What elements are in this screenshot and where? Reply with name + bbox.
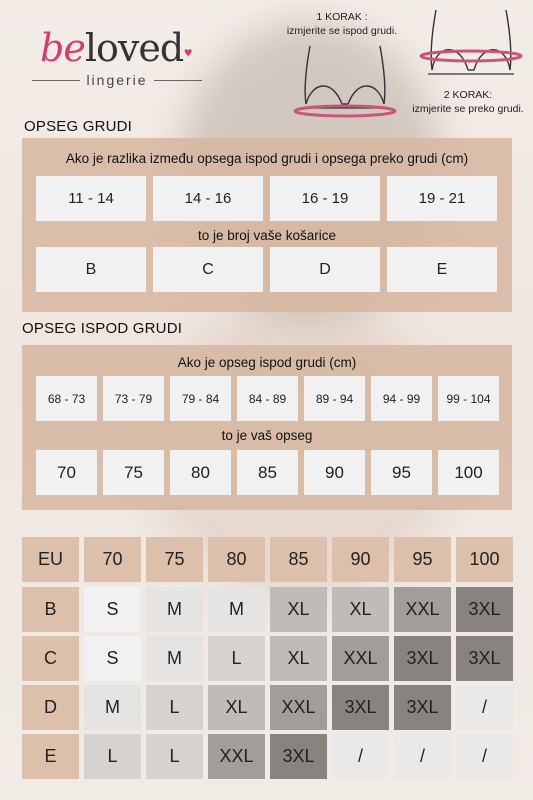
band-size-box: 85 <box>237 450 298 495</box>
underbust-range-box: 89 - 94 <box>304 376 365 421</box>
table-size-cell: XL <box>332 587 389 632</box>
underbust-range-box: 94 - 99 <box>371 376 432 421</box>
table-header-cell: 85 <box>270 537 327 582</box>
cup-caption: to je broj vaše košarice <box>197 228 337 243</box>
logo-wordmark: beloved <box>40 26 184 70</box>
table-size-cell: M <box>84 685 141 730</box>
table-header-cell: 80 <box>208 537 265 582</box>
table-size-cell: / <box>456 685 513 730</box>
underbust-range-box: 68 - 73 <box>36 376 97 421</box>
table-size-cell: / <box>456 734 513 779</box>
table-size-cell: XXL <box>208 734 265 779</box>
underbust-panel <box>22 345 512 510</box>
brand-logo <box>32 26 202 88</box>
band-size-box: 75 <box>103 450 164 495</box>
band-size-box: 70 <box>36 450 97 495</box>
table-size-cell: / <box>332 734 389 779</box>
table-size-cell: M <box>208 587 265 632</box>
underbust-range-box: 73 - 79 <box>103 376 164 421</box>
table-row-cup-cell: C <box>22 636 79 681</box>
heart-icon: ♥ <box>184 44 193 60</box>
table-size-cell: 3XL <box>394 636 451 681</box>
table-header-cell: 95 <box>394 537 451 582</box>
logo-subtitle: lingerie <box>32 72 202 88</box>
table-header-cell: 70 <box>84 537 141 582</box>
table-size-cell: XL <box>270 587 327 632</box>
cup-box: B <box>36 247 146 292</box>
bust-range-box: 14 - 16 <box>153 176 263 221</box>
band-size-box: 100 <box>438 450 499 495</box>
cup-box: C <box>153 247 263 292</box>
table-size-cell: 3XL <box>456 636 513 681</box>
table-size-cell: L <box>146 734 203 779</box>
table-size-cell: XL <box>270 636 327 681</box>
table-row-cup-cell: D <box>22 685 79 730</box>
table-size-cell: S <box>84 587 141 632</box>
underbust-caption: Ako je opseg ispod grudi (cm) <box>177 355 357 370</box>
bra-overbust-illustration <box>418 4 528 86</box>
table-size-cell: L <box>146 685 203 730</box>
table-header-cell: EU <box>22 537 79 582</box>
table-header-cell: 90 <box>332 537 389 582</box>
table-size-cell: 3XL <box>394 685 451 730</box>
table-size-cell: XL <box>208 685 265 730</box>
underbust-range-box: 79 - 84 <box>170 376 231 421</box>
table-size-cell: XXL <box>270 685 327 730</box>
table-row-cup-cell: B <box>22 587 79 632</box>
table-size-cell: M <box>146 636 203 681</box>
band-size-box: 95 <box>371 450 432 495</box>
cup-box: E <box>387 247 497 292</box>
table-header-cell: 100 <box>456 537 513 582</box>
table-size-cell: / <box>394 734 451 779</box>
underbust-heading: OPSEG ISPOD GRUDI <box>22 320 183 337</box>
underbust-range-box: 99 - 104 <box>438 376 499 421</box>
step2-label: 2 KORAK: izmjerite se preko grudi. <box>412 89 524 115</box>
table-size-cell: 3XL <box>456 587 513 632</box>
bust-heading: OPSEG GRUDI <box>24 118 133 135</box>
table-size-cell: L <box>84 734 141 779</box>
bust-panel <box>22 138 512 312</box>
table-size-cell: 3XL <box>332 685 389 730</box>
bra-underbust-illustration <box>292 38 402 120</box>
table-size-cell: S <box>84 636 141 681</box>
cup-box: D <box>270 247 380 292</box>
table-size-cell: XXL <box>394 587 451 632</box>
table-size-cell: M <box>146 587 203 632</box>
table-row-cup-cell: E <box>22 734 79 779</box>
underbust-range-box: 84 - 89 <box>237 376 298 421</box>
bust-range-box: 16 - 19 <box>270 176 380 221</box>
table-header-cell: 75 <box>146 537 203 582</box>
table-size-cell: XXL <box>332 636 389 681</box>
table-size-cell: 3XL <box>270 734 327 779</box>
bust-caption: Ako je razlika između opsega ispod grudi i opsega preko grudi (cm) <box>65 151 469 166</box>
band-size-box: 80 <box>170 450 231 495</box>
band-size-box: 90 <box>304 450 365 495</box>
table-size-cell: L <box>208 636 265 681</box>
bust-range-box: 11 - 14 <box>36 176 146 221</box>
band-caption: to je vaš opseg <box>221 428 313 443</box>
bust-range-box: 19 - 21 <box>387 176 497 221</box>
step1-label: 1 KORAK : izmjerite se ispod grudi. <box>286 11 398 37</box>
